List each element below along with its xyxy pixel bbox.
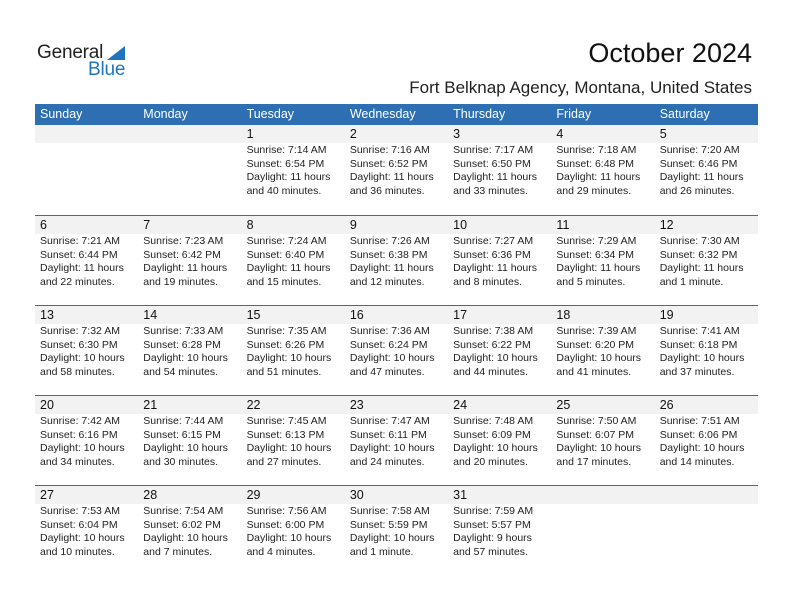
daylight-hours: Daylight: 11 hours xyxy=(556,171,641,184)
empty-day-cell xyxy=(655,486,758,575)
week-row xyxy=(35,485,758,575)
sun-info xyxy=(138,324,241,379)
day-cell xyxy=(655,125,758,215)
date-number: 7 xyxy=(138,216,241,234)
sunrise-time: Sunrise: 7:56 AM xyxy=(246,505,327,517)
day-cell xyxy=(138,216,241,305)
date-number: 6 xyxy=(35,216,138,234)
daylight-minutes: and 27 minutes. xyxy=(246,455,322,468)
sunset-time: Sunset: 5:57 PM xyxy=(453,518,531,531)
date-number: 21 xyxy=(138,396,241,414)
daylight-minutes: and 17 minutes. xyxy=(556,455,632,468)
sun-info xyxy=(35,324,138,379)
sunset-time: Sunset: 6:36 PM xyxy=(453,248,531,261)
sunset-time: Sunset: 6:15 PM xyxy=(143,428,221,441)
sunrise-time: Sunrise: 7:38 AM xyxy=(453,325,534,337)
sun-info xyxy=(138,234,241,289)
date-number xyxy=(35,125,138,143)
daylight-hours: Daylight: 10 hours xyxy=(40,532,125,545)
date-number: 11 xyxy=(551,216,654,234)
daylight-minutes: and 14 minutes. xyxy=(659,455,735,468)
sunset-time: Sunset: 6:28 PM xyxy=(143,338,221,351)
sunrise-time: Sunrise: 7:59 AM xyxy=(453,505,534,517)
date-number: 31 xyxy=(448,486,551,504)
empty-day-cell xyxy=(138,125,241,215)
date-number: 1 xyxy=(242,125,345,143)
sunset-time: Sunset: 6:52 PM xyxy=(349,157,428,170)
day-cell xyxy=(345,396,448,485)
sunset-time: Sunset: 6:46 PM xyxy=(659,157,738,170)
sunset-time: Sunset: 6:07 PM xyxy=(556,428,635,441)
date-number: 26 xyxy=(655,396,758,414)
sun-info xyxy=(345,143,448,198)
daylight-hours: Daylight: 11 hours xyxy=(246,171,331,184)
sunset-time: Sunset: 6:38 PM xyxy=(349,248,428,261)
sun-info xyxy=(655,414,758,469)
sun-info xyxy=(345,504,448,559)
sun-info xyxy=(448,143,551,198)
sun-info xyxy=(551,234,654,289)
sunrise-time: Sunrise: 7:32 AM xyxy=(40,325,120,337)
sunset-time: Sunset: 6:34 PM xyxy=(556,248,635,261)
date-number: 8 xyxy=(242,216,345,234)
sunrise-time: Sunrise: 7:14 AM xyxy=(246,144,327,156)
day-cell xyxy=(655,216,758,305)
sunrise-time: Sunrise: 7:36 AM xyxy=(349,325,430,337)
sunset-time: Sunset: 6:20 PM xyxy=(556,338,635,351)
weekday-thursday: Thursday xyxy=(453,107,506,121)
day-cell xyxy=(655,396,758,485)
sunset-time: Sunset: 6:16 PM xyxy=(40,428,118,441)
daylight-minutes: and 51 minutes. xyxy=(246,365,322,378)
daylight-hours: Daylight: 9 hours xyxy=(453,532,532,545)
sunset-time: Sunset: 5:59 PM xyxy=(349,518,428,531)
date-number: 25 xyxy=(551,396,654,414)
daylight-minutes: and 33 minutes. xyxy=(453,184,528,197)
daylight-minutes: and 54 minutes. xyxy=(143,365,218,378)
daylight-hours: Daylight: 10 hours xyxy=(143,532,228,545)
date-number: 19 xyxy=(655,306,758,324)
daylight-hours: Daylight: 11 hours xyxy=(246,262,331,275)
sunrise-time: Sunrise: 7:42 AM xyxy=(40,415,120,427)
daylight-hours: Daylight: 10 hours xyxy=(349,352,435,365)
daylight-minutes: and 4 minutes. xyxy=(246,545,316,558)
sunset-time: Sunset: 6:11 PM xyxy=(349,428,427,441)
daylight-minutes: and 44 minutes. xyxy=(453,365,528,378)
daylight-hours: Daylight: 11 hours xyxy=(349,171,434,184)
sunrise-time: Sunrise: 7:48 AM xyxy=(453,415,534,427)
daylight-hours: Daylight: 11 hours xyxy=(659,171,744,184)
daylight-minutes: and 10 minutes. xyxy=(40,545,115,558)
day-cell xyxy=(448,486,551,575)
daylight-hours: Daylight: 10 hours xyxy=(143,352,228,365)
day-cell xyxy=(448,125,551,215)
sunset-time: Sunset: 6:00 PM xyxy=(246,518,325,531)
weekday-wednesday: Wednesday xyxy=(349,107,416,121)
daylight-hours: Daylight: 10 hours xyxy=(40,352,125,365)
daylight-minutes: and 36 minutes. xyxy=(349,184,425,197)
sunrise-time: Sunrise: 7:23 AM xyxy=(143,235,224,247)
sunset-time: Sunset: 6:26 PM xyxy=(246,338,325,351)
sun-info xyxy=(345,414,448,469)
date-number: 22 xyxy=(242,396,345,414)
day-cell xyxy=(242,396,345,485)
sun-info xyxy=(448,324,551,379)
sun-info xyxy=(242,234,345,289)
day-cell xyxy=(138,396,241,485)
date-number: 9 xyxy=(345,216,448,234)
day-cell xyxy=(345,486,448,575)
day-cell xyxy=(551,125,654,215)
sun-info xyxy=(551,143,654,198)
day-cell xyxy=(242,306,345,395)
sunrise-time: Sunrise: 7:58 AM xyxy=(349,505,430,517)
week-row xyxy=(35,125,758,215)
sun-info xyxy=(242,414,345,469)
sun-info xyxy=(35,234,138,289)
sun-info xyxy=(448,504,551,559)
sunrise-time: Sunrise: 7:53 AM xyxy=(40,505,120,517)
date-number: 3 xyxy=(448,125,551,143)
sun-info xyxy=(655,143,758,198)
sunrise-time: Sunrise: 7:33 AM xyxy=(143,325,224,337)
empty-day-cell xyxy=(35,125,138,215)
day-cell xyxy=(138,306,241,395)
sun-info xyxy=(448,234,551,289)
sun-info xyxy=(242,324,345,379)
sunset-time: Sunset: 6:30 PM xyxy=(40,338,118,351)
date-number: 12 xyxy=(655,216,758,234)
sunset-time: Sunset: 6:04 PM xyxy=(40,518,118,531)
daylight-minutes: and 29 minutes. xyxy=(556,184,632,197)
day-cell xyxy=(345,125,448,215)
date-number: 4 xyxy=(551,125,654,143)
sun-info xyxy=(448,414,551,469)
week-row xyxy=(35,305,758,395)
sunset-time: Sunset: 6:06 PM xyxy=(659,428,738,441)
daylight-hours: Daylight: 10 hours xyxy=(659,352,745,365)
sunrise-time: Sunrise: 7:29 AM xyxy=(556,235,637,247)
day-cell xyxy=(242,486,345,575)
daylight-hours: Daylight: 10 hours xyxy=(659,442,745,455)
date-number xyxy=(551,486,654,504)
daylight-minutes: and 19 minutes. xyxy=(143,275,218,288)
sunrise-time: Sunrise: 7:16 AM xyxy=(349,144,430,156)
weekday-saturday: Saturday xyxy=(659,107,710,121)
daylight-hours: Daylight: 11 hours xyxy=(143,262,228,275)
sunset-time: Sunset: 6:48 PM xyxy=(556,157,635,170)
sunrise-time: Sunrise: 7:30 AM xyxy=(659,235,740,247)
date-number: 20 xyxy=(35,396,138,414)
sunrise-time: Sunrise: 7:24 AM xyxy=(246,235,327,247)
logo-text-blue: Blue xyxy=(88,59,126,80)
daylight-minutes: and 15 minutes. xyxy=(246,275,322,288)
daylight-hours: Daylight: 10 hours xyxy=(349,532,435,545)
daylight-hours: Daylight: 10 hours xyxy=(556,352,642,365)
daylight-hours: Daylight: 10 hours xyxy=(453,352,538,365)
weekday-monday: Monday xyxy=(143,107,188,121)
triangle-flag-icon xyxy=(107,46,125,60)
date-number xyxy=(138,125,241,143)
day-cell xyxy=(551,216,654,305)
sunset-time: Sunset: 6:02 PM xyxy=(143,518,221,531)
daylight-minutes: and 37 minutes. xyxy=(659,365,735,378)
day-cell xyxy=(35,486,138,575)
sunrise-time: Sunrise: 7:54 AM xyxy=(143,505,224,517)
sunrise-time: Sunrise: 7:21 AM xyxy=(40,235,120,247)
sunset-time: Sunset: 6:44 PM xyxy=(40,248,118,261)
daylight-minutes: and 22 minutes. xyxy=(40,275,115,288)
daylight-hours: Daylight: 10 hours xyxy=(556,442,642,455)
daylight-hours: Daylight: 10 hours xyxy=(246,352,332,365)
daylight-minutes: and 57 minutes. xyxy=(453,545,528,558)
day-cell xyxy=(242,216,345,305)
sunrise-time: Sunrise: 7:47 AM xyxy=(349,415,430,427)
day-cell xyxy=(448,396,551,485)
sunset-time: Sunset: 6:54 PM xyxy=(246,157,325,170)
sun-info xyxy=(655,234,758,289)
daylight-minutes: and 8 minutes. xyxy=(453,275,523,288)
week-row xyxy=(35,395,758,485)
date-number: 14 xyxy=(138,306,241,324)
day-cell xyxy=(35,396,138,485)
sun-info xyxy=(138,414,241,469)
sunrise-time: Sunrise: 7:51 AM xyxy=(659,415,740,427)
sunrise-time: Sunrise: 7:44 AM xyxy=(143,415,224,427)
daylight-minutes: and 41 minutes. xyxy=(556,365,632,378)
daylight-hours: Daylight: 10 hours xyxy=(246,532,332,545)
calendar-grid xyxy=(35,104,758,575)
daylight-hours: Daylight: 11 hours xyxy=(556,262,641,275)
sun-info xyxy=(138,504,241,559)
daylight-minutes: and 1 minute. xyxy=(659,275,724,288)
daylight-hours: Daylight: 10 hours xyxy=(40,442,125,455)
daylight-minutes: and 34 minutes. xyxy=(40,455,115,468)
day-cell xyxy=(345,306,448,395)
daylight-hours: Daylight: 10 hours xyxy=(246,442,332,455)
sunrise-time: Sunrise: 7:35 AM xyxy=(246,325,327,337)
day-cell xyxy=(242,125,345,215)
sun-info xyxy=(242,143,345,198)
date-number: 10 xyxy=(448,216,551,234)
daylight-minutes: and 40 minutes. xyxy=(246,184,322,197)
sunrise-time: Sunrise: 7:27 AM xyxy=(453,235,534,247)
sun-info xyxy=(35,504,138,559)
sunset-time: Sunset: 6:09 PM xyxy=(453,428,531,441)
sunset-time: Sunset: 6:24 PM xyxy=(349,338,428,351)
daylight-hours: Daylight: 10 hours xyxy=(143,442,228,455)
sunrise-time: Sunrise: 7:39 AM xyxy=(556,325,637,337)
daylight-minutes: and 24 minutes. xyxy=(349,455,425,468)
date-number: 27 xyxy=(35,486,138,504)
sunset-time: Sunset: 6:42 PM xyxy=(143,248,221,261)
daylight-hours: Daylight: 10 hours xyxy=(349,442,435,455)
date-number: 15 xyxy=(242,306,345,324)
sun-info xyxy=(345,234,448,289)
sunrise-time: Sunrise: 7:17 AM xyxy=(453,144,534,156)
logo-text-general: General xyxy=(37,42,104,63)
sunset-time: Sunset: 6:32 PM xyxy=(659,248,738,261)
page-title: October 2024 xyxy=(588,38,752,68)
daylight-minutes: and 47 minutes. xyxy=(349,365,425,378)
day-cell xyxy=(35,216,138,305)
sunset-time: Sunset: 6:50 PM xyxy=(453,157,531,170)
daylight-minutes: and 26 minutes. xyxy=(659,184,735,197)
location-subtitle: Fort Belknap Agency, Montana, United States xyxy=(409,78,752,97)
weekday-header-row xyxy=(35,104,758,125)
sun-info xyxy=(242,504,345,559)
daylight-minutes: and 30 minutes. xyxy=(143,455,218,468)
date-number: 2 xyxy=(345,125,448,143)
weekday-friday: Friday xyxy=(556,107,592,121)
daylight-minutes: and 1 minute. xyxy=(349,545,414,558)
weeks-container xyxy=(35,125,758,575)
date-number: 13 xyxy=(35,306,138,324)
daylight-hours: Daylight: 10 hours xyxy=(453,442,538,455)
day-cell xyxy=(448,306,551,395)
date-number xyxy=(655,486,758,504)
day-cell xyxy=(138,486,241,575)
daylight-minutes: and 12 minutes. xyxy=(349,275,425,288)
date-number: 16 xyxy=(345,306,448,324)
sunset-time: Sunset: 6:40 PM xyxy=(246,248,325,261)
sunset-time: Sunset: 6:22 PM xyxy=(453,338,531,351)
sun-info xyxy=(655,324,758,379)
sunrise-time: Sunrise: 7:45 AM xyxy=(246,415,327,427)
day-cell xyxy=(35,306,138,395)
weekday-tuesday: Tuesday xyxy=(246,107,295,121)
daylight-hours: Daylight: 11 hours xyxy=(40,262,124,275)
daylight-minutes: and 7 minutes. xyxy=(143,545,213,558)
day-cell xyxy=(655,306,758,395)
empty-day-cell xyxy=(551,486,654,575)
sun-info xyxy=(35,414,138,469)
sunrise-time: Sunrise: 7:50 AM xyxy=(556,415,637,427)
sun-info xyxy=(345,324,448,379)
day-cell xyxy=(551,306,654,395)
date-number: 30 xyxy=(345,486,448,504)
sunset-time: Sunset: 6:13 PM xyxy=(246,428,325,441)
weekday-sunday: Sunday xyxy=(40,107,83,121)
date-number: 24 xyxy=(448,396,551,414)
week-row xyxy=(35,215,758,305)
date-number: 28 xyxy=(138,486,241,504)
sunrise-time: Sunrise: 7:41 AM xyxy=(659,325,740,337)
daylight-minutes: and 5 minutes. xyxy=(556,275,626,288)
daylight-hours: Daylight: 11 hours xyxy=(349,262,434,275)
sunrise-time: Sunrise: 7:20 AM xyxy=(659,144,740,156)
day-cell xyxy=(551,396,654,485)
generalblue-logo xyxy=(37,42,137,82)
sun-info xyxy=(551,414,654,469)
day-cell xyxy=(448,216,551,305)
daylight-hours: Daylight: 11 hours xyxy=(453,171,537,184)
daylight-hours: Daylight: 11 hours xyxy=(659,262,744,275)
date-number: 5 xyxy=(655,125,758,143)
sunrise-time: Sunrise: 7:18 AM xyxy=(556,144,637,156)
sunrise-time: Sunrise: 7:26 AM xyxy=(349,235,430,247)
date-number: 29 xyxy=(242,486,345,504)
daylight-minutes: and 20 minutes. xyxy=(453,455,528,468)
date-number: 18 xyxy=(551,306,654,324)
day-cell xyxy=(345,216,448,305)
sunset-time: Sunset: 6:18 PM xyxy=(659,338,738,351)
daylight-hours: Daylight: 11 hours xyxy=(453,262,537,275)
date-number: 17 xyxy=(448,306,551,324)
sun-info xyxy=(551,324,654,379)
date-number: 23 xyxy=(345,396,448,414)
daylight-minutes: and 58 minutes. xyxy=(40,365,115,378)
